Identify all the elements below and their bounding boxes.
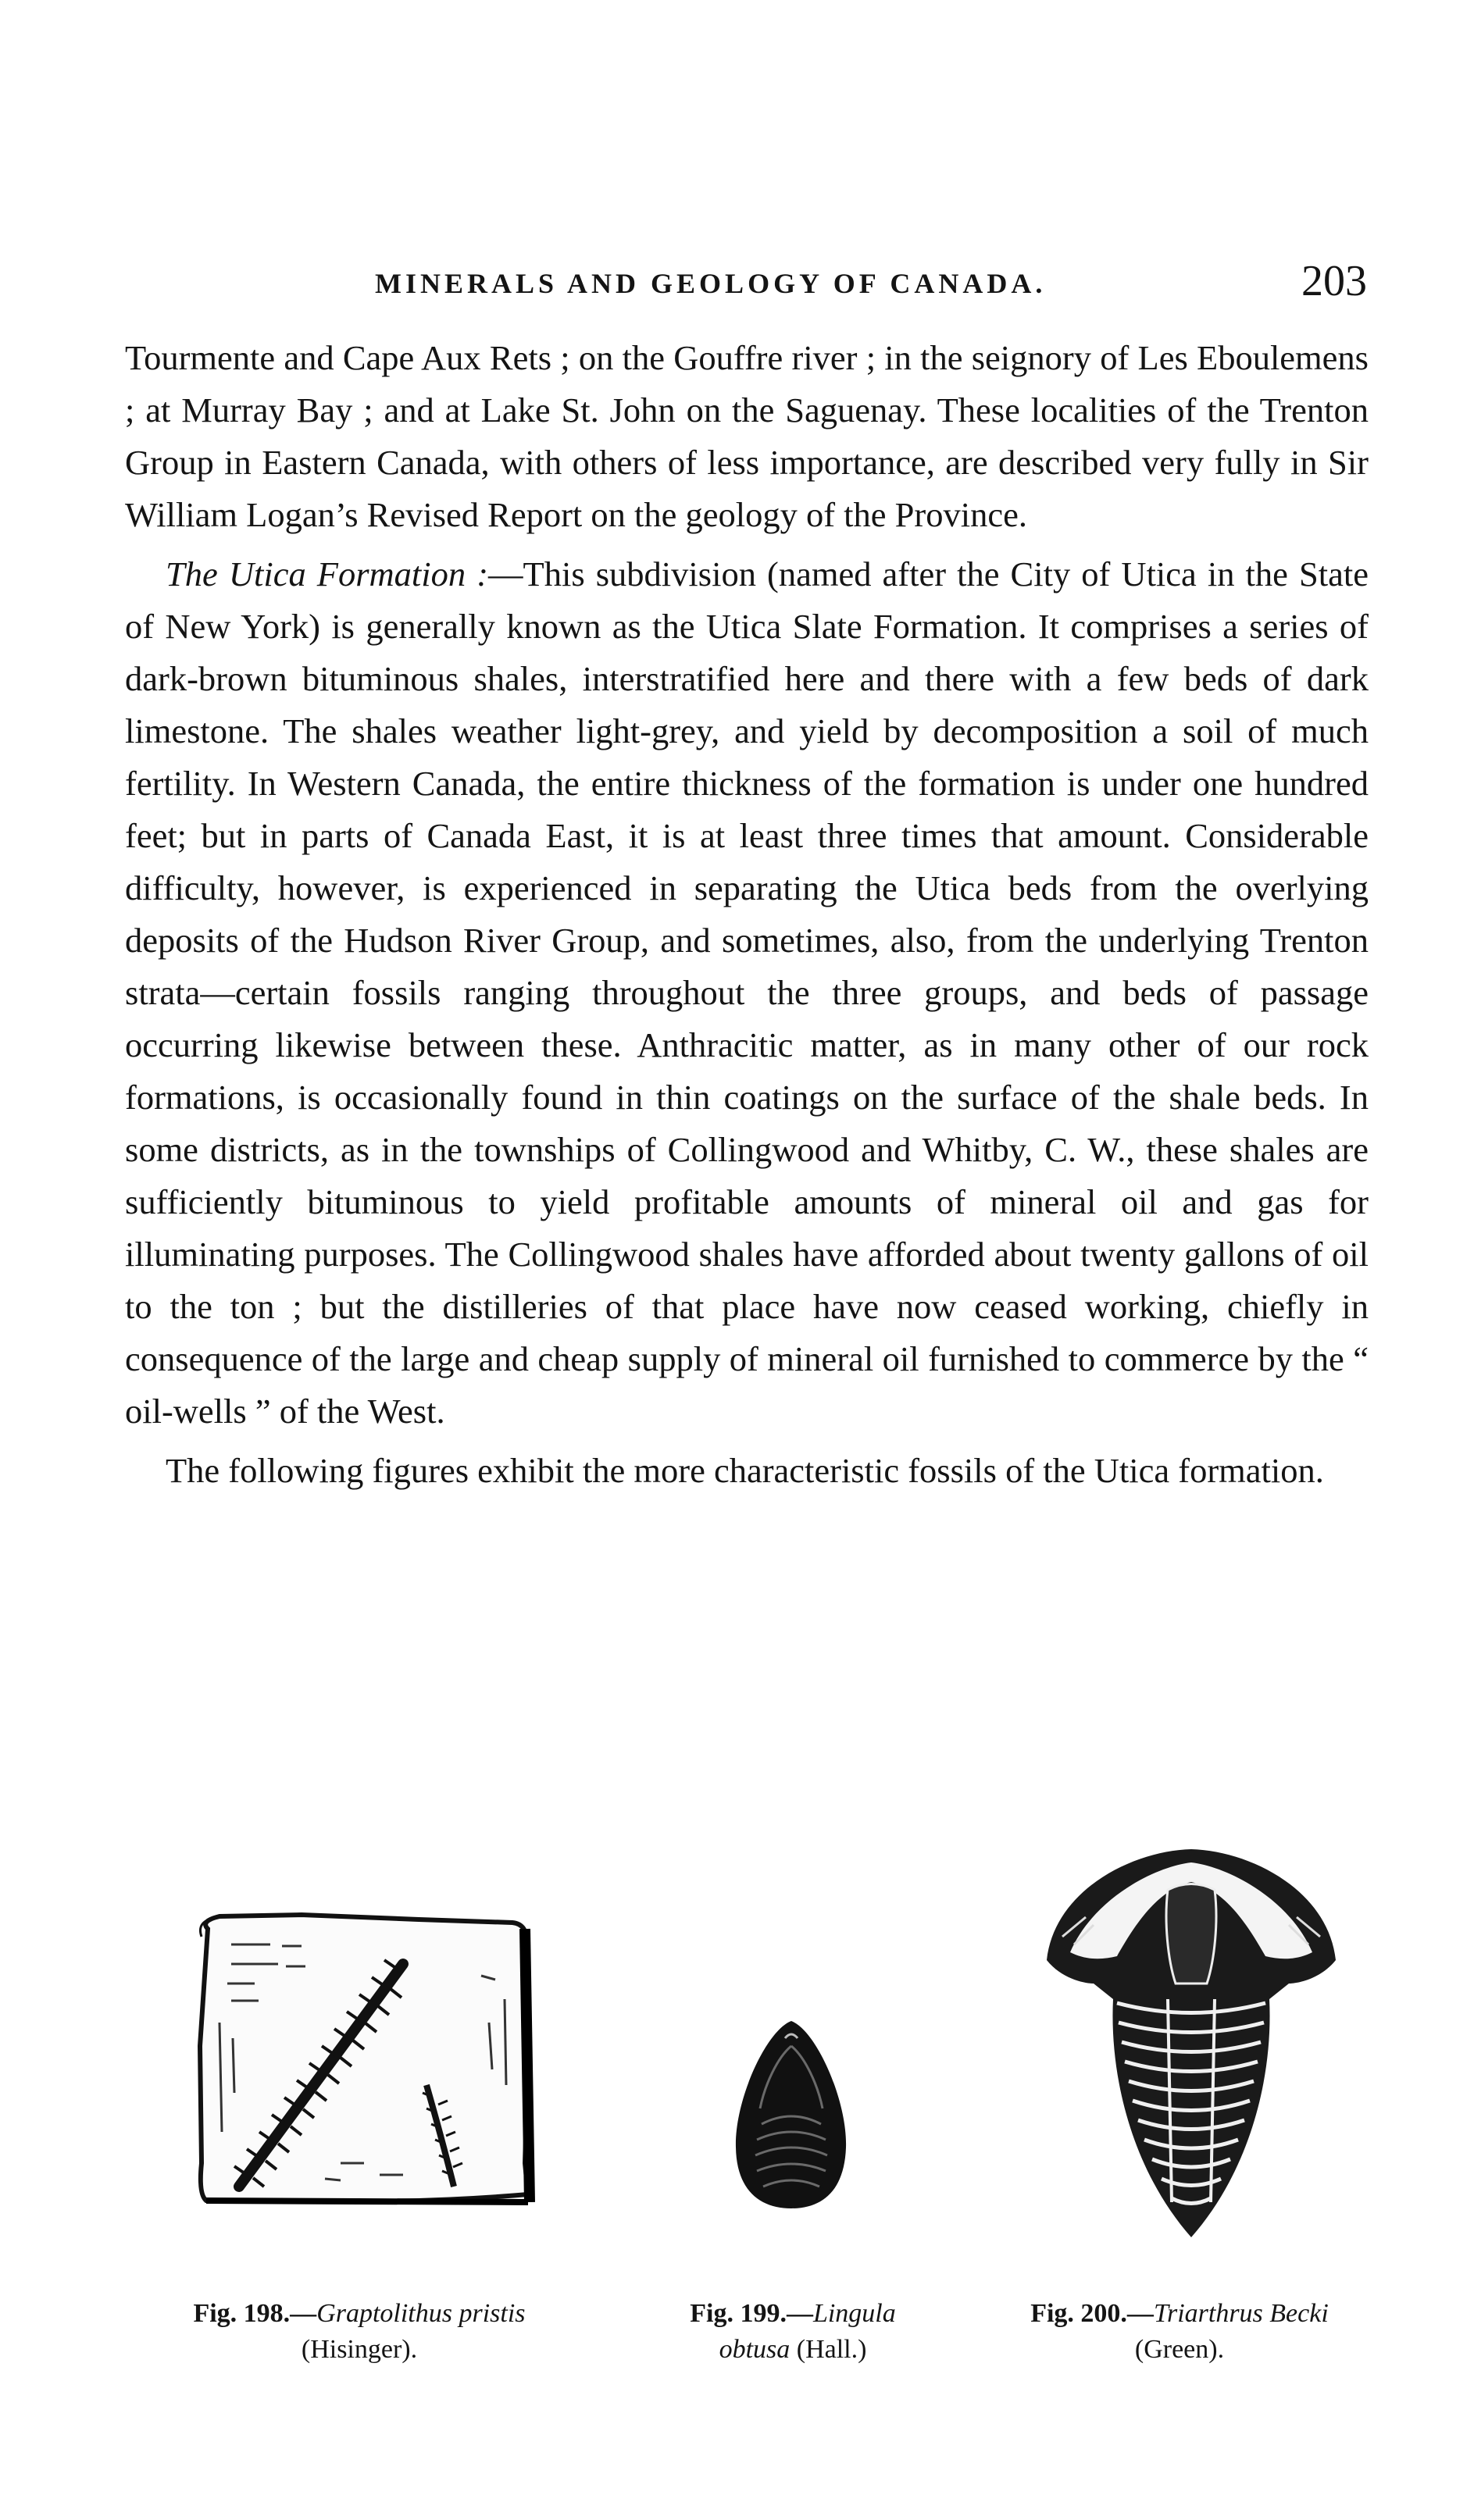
graptolite-slab-illustration xyxy=(184,1905,536,2212)
figure-number: Fig. 199.— xyxy=(690,2299,813,2328)
paragraph-text: The following figures exhibit the more characteristic fossils of the Utica formation. xyxy=(166,1451,1324,1490)
paragraph xyxy=(125,1445,1369,1497)
body-text xyxy=(125,332,1369,1504)
section-run-in-heading: The Utica Formation : xyxy=(166,554,489,593)
trilobite-illustration xyxy=(1039,1843,1344,2253)
running-head xyxy=(125,259,1367,314)
paragraph xyxy=(125,332,1369,541)
paragraph xyxy=(125,548,1369,1438)
paragraph-text: Tourmente and Cape Aux Rets ; on the Gouffre river ; in the seignory of Les Eboulemens ; at Murray Bay ; and at Lake St. John on the Saguenay. These localities of the Trenton Group in Eastern Canada, with others of less importance, are described very fully in Sir William Logan’s Revised Report on the geology of the Province. xyxy=(125,338,1369,534)
figure-caption xyxy=(969,2296,1390,2368)
species-authority: (Hall.) xyxy=(796,2335,867,2364)
figure-caption: Fig. 199.—Lingula obtusa (Hall.) xyxy=(690,2299,896,2364)
page-number: 203 xyxy=(1301,257,1367,305)
species-authority: (Hisinger). xyxy=(301,2335,418,2364)
running-title: MINERALS AND GEOLOGY OF CANADA. xyxy=(375,268,1047,299)
figure-number: Fig. 200.— xyxy=(1030,2299,1154,2328)
species-name: Lingula xyxy=(812,2299,896,2328)
species-name: Graptolithus pristis xyxy=(316,2299,526,2328)
paragraph-text: —This subdivision (named after the City of Utica in the State of New York) is generally known as the Utica Slate Formation. It comprises a series of dark-brown bituminous shales, interstratified here and there with a few beds of dark limestone. The shales weather light-grey, and yield by decomposition a soil of much fertility. In Western Canada, the entire thickness of the formation is under one hundred feet; but in parts of Canada East, it is at least three times that amount. Considerable difficulty, however, is experienced in separating the Utica beds from the overlying deposits of the Hudson River Group, and sometimes, also, from the underlying Trenton strata—certain fossils ranging throughout the three groups, and beds of passage occurring likewise between these. Anthracitic matter, as in many other of our rock formations, is occasionally found in thin coatings on the surface of the shale beds. In some districts, as in the townships of Collingwood and Whitby, C. W., these shales are sufficiently bituminous to yield profitable amounts of mineral oil and gas for illuminating purposes. The Collingwood shales have afforded about twenty gallons of oil to the ton ; but the distilleries of that place have now ceased working, chiefly in consequence of the large and cheap supply of mineral oil furnished to commerce by the “ oil-wells ” of the West. xyxy=(125,554,1369,1431)
lingula-shell-illustration xyxy=(730,2015,851,2214)
figure-caption xyxy=(141,2296,578,2368)
species-authority: (Green). xyxy=(1134,2335,1225,2364)
species-name: Triarthrus Becki xyxy=(1153,2299,1329,2328)
figure-number: Fig. 198.— xyxy=(193,2299,317,2328)
